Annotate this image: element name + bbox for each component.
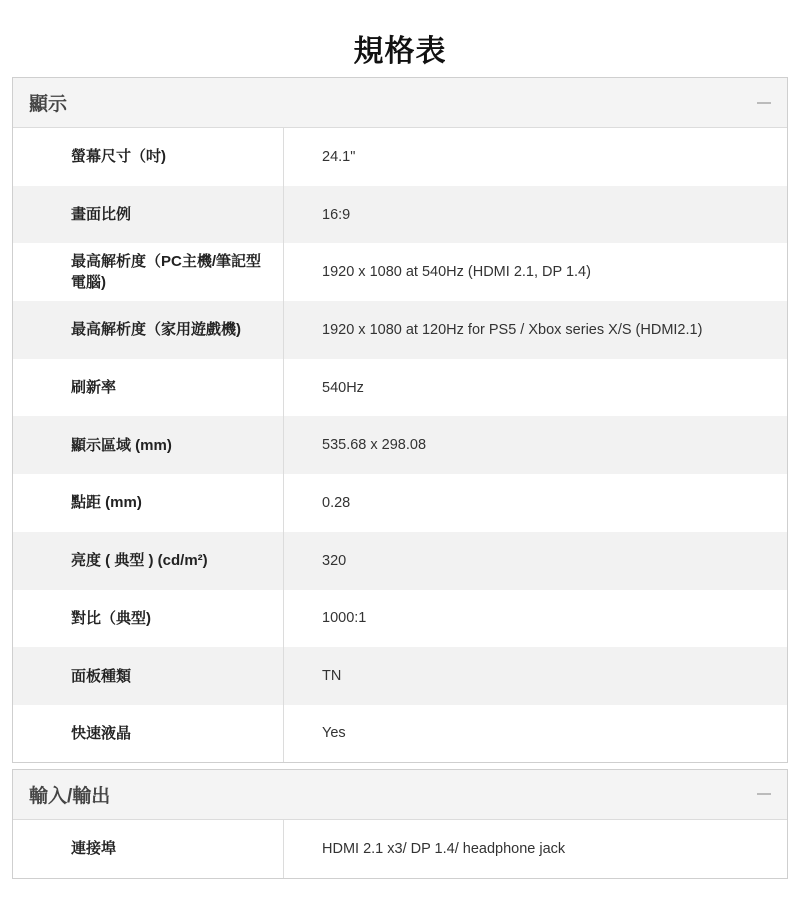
- spec-row: [13, 243, 787, 301]
- spec-row: [13, 416, 787, 474]
- spec-label: 最高解析度（PC主機/筆記型電腦): [13, 243, 284, 301]
- spec-row: [13, 359, 787, 417]
- section-display: [12, 77, 788, 763]
- spec-value: 16:9: [322, 206, 351, 223]
- section-title: 顯示: [29, 94, 68, 115]
- spec-label: 點距 (mm): [13, 474, 284, 532]
- spec-label: 快速液晶: [13, 705, 284, 762]
- spec-value: Yes: [322, 725, 346, 742]
- spec-label: 連接埠: [13, 820, 284, 878]
- spec-label: 刷新率: [13, 359, 284, 417]
- spec-label: 面板種類: [13, 647, 284, 705]
- spec-row: [13, 474, 787, 532]
- spec-label: 顯示區域 (mm): [13, 416, 284, 474]
- spec-label: 螢幕尺寸（吋): [13, 128, 284, 186]
- spec-row: [13, 820, 787, 878]
- spec-value: TN: [322, 668, 342, 685]
- section-header-display[interactable]: [13, 78, 787, 128]
- section-io: [12, 769, 788, 879]
- spec-label: 對比（典型): [13, 590, 284, 648]
- spec-row: [13, 705, 787, 762]
- section-title: 輸入/輸出: [29, 785, 111, 807]
- spec-value: 1920 x 1080 at 120Hz for PS5 / Xbox series X/S (HDMI2.1): [322, 321, 703, 338]
- spec-row: [13, 590, 787, 648]
- spec-row: [13, 647, 787, 705]
- spec-value: HDMI 2.1 x3/ DP 1.4/ headphone jack: [322, 840, 566, 857]
- spec-value: 320: [322, 552, 347, 569]
- section-header-io[interactable]: [13, 770, 787, 820]
- spec-label: 亮度 ( 典型 ) (cd/m²): [13, 532, 284, 590]
- spec-value: 24.1": [322, 148, 356, 165]
- spec-value: 1920 x 1080 at 540Hz (HDMI 2.1, DP 1.4): [322, 264, 591, 281]
- spec-label: 畫面比例: [13, 186, 284, 244]
- spec-row: [13, 186, 787, 244]
- collapse-minus-icon[interactable]: [757, 793, 771, 795]
- spec-value: 1000:1: [322, 610, 367, 627]
- spec-row: [13, 532, 787, 590]
- spec-label: 最高解析度（家用遊戲機): [13, 301, 284, 359]
- spec-row: [13, 301, 787, 359]
- collapse-minus-icon[interactable]: [757, 102, 771, 104]
- spec-value: 0.28: [322, 494, 351, 511]
- spec-row: [13, 128, 787, 186]
- spec-value: 535.68 x 298.08: [322, 437, 427, 454]
- spec-value: 540Hz: [322, 379, 364, 396]
- page-title: 規格表: [353, 35, 447, 68]
